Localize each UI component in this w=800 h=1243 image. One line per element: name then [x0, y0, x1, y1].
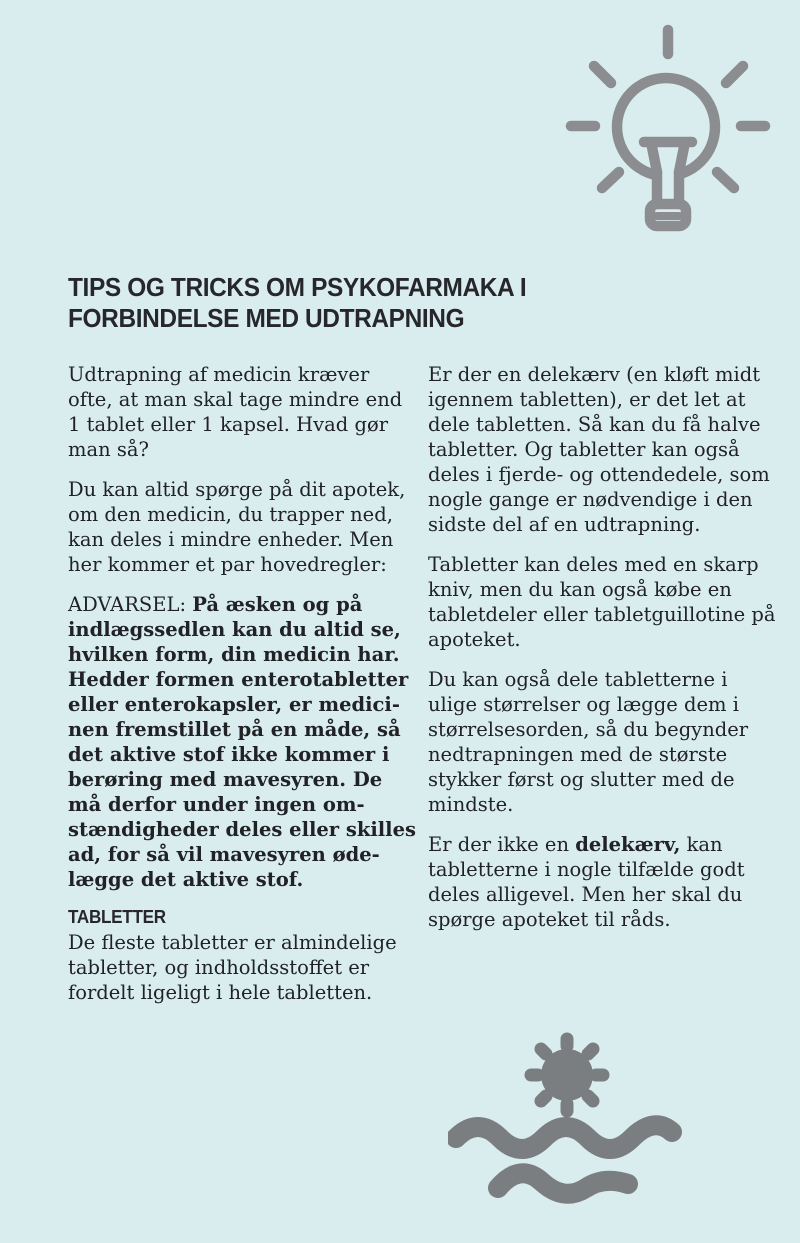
- warning-bold-text: På æsken og på indlægssedlen kan du altid se, hvilken form, din medicin har. Hedder formen enterotabletter eller enterokapsler, er medicinen fremstillet på en måde, så det aktive stof ikke kommer i berøring med mavesyren. De må derfor under ingen omstændigheder deles eller skilles ad, for så vil mavesyren ødelægge det aktive stof.: [68, 593, 416, 891]
- body-columns: [68, 362, 776, 1020]
- paragraph-stoerrelser: Du kan også dele tabletterne i ulige størrelser og lægge dem i størrelsesorden, så du begynder nedtrapningen med de største stykker først og slutter med de mindste.: [428, 668, 749, 816]
- page-title: [68, 272, 670, 334]
- paragraph-kniv: Tabletter kan deles med en skarp kniv, men du kan også købe en tabletdeler eller tabletguillotine på apoteket.: [428, 553, 776, 651]
- ingen-delekaerv-bold: delekærv,: [575, 833, 681, 856]
- warning-label: ADVARSEL:: [68, 593, 193, 616]
- page-title-line1: TIPS OG TRICKS OM PSYKOFARMAKA I: [68, 272, 527, 302]
- page-title-line2: FORBINDELSE MED UDTRAPNING: [68, 303, 465, 333]
- paragraph-ingen-delekaerv: [428, 832, 776, 932]
- right-column: [428, 362, 776, 1020]
- paragraph-tabletter: De fleste tabletter er almindelige tabletter, og indholdsstoffet er fordelt ligeligt i hele tabletten.: [68, 931, 397, 1004]
- ingen-delekaerv-prefix: Er der ikke en: [428, 833, 576, 856]
- section-subheading-tabletter: TABLETTER: [68, 907, 166, 927]
- paragraph-intro: Udtrapning af medicin kræver ofte, at man skal tage mindre end 1 tablet eller 1 kapsel. Hvad gør man så?: [68, 363, 403, 461]
- ingen-delekaerv-suffix: kan tabletterne i nogle tilfælde godt deles alligevel. Men her skal du spørge apoteket til råds.: [428, 833, 745, 931]
- left-column: [68, 362, 416, 1020]
- lightbulb-icon: [553, 14, 781, 246]
- paragraph-pharmacy: Du kan altid spørge på dit apotek, om den medicin, du trapper ned, kan deles i mindre enheder. Men her kommer et par hovedregler:: [68, 478, 406, 576]
- warning-paragraph: [68, 592, 416, 892]
- sun-over-waves-icon: [448, 1032, 688, 1207]
- paragraph-delekaerv: Er der en delekærv (en kløft midt igennem tabletten), er det let at dele tabletten. Så kan du få halve tabletter. Og tabletter kan også deles i fjerde- og ottendedele, som nogle gange er nødvendige i den sidste del af en udtrapning.: [428, 363, 770, 536]
